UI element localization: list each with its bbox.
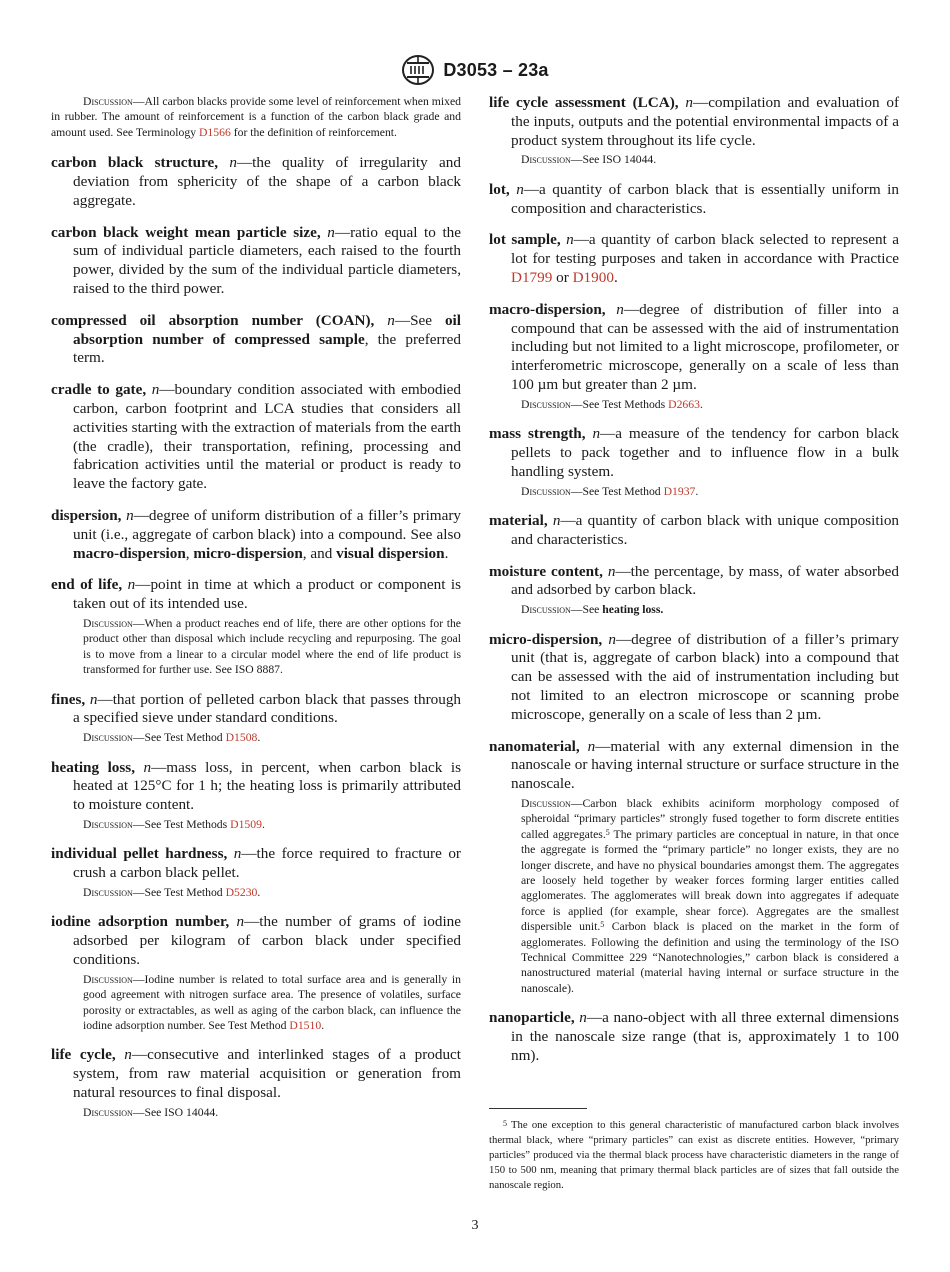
term: life cycle assessment (LCA), bbox=[489, 94, 679, 111]
footnote-marker: 5 bbox=[503, 1119, 507, 1128]
term-entry: individual pellet hardness, n—the force required to fracture or crush a carbon black pellet. Discussion—See Test Method D5230. bbox=[51, 845, 461, 899]
term: moisture content, bbox=[489, 562, 603, 580]
term: carbon black weight mean particle size, bbox=[51, 223, 321, 241]
ref-link[interactable]: D1937 bbox=[663, 484, 696, 498]
ref-link[interactable]: D1566 bbox=[198, 125, 231, 139]
term: dispersion, bbox=[51, 506, 122, 524]
discussion-note: Discussion—See ISO 14044. bbox=[521, 153, 657, 167]
ref-link[interactable]: D5230 bbox=[225, 885, 258, 899]
term: micro-dispersion, bbox=[489, 630, 603, 648]
discussion-note: Discussion—See heating loss. bbox=[521, 603, 664, 617]
discussion-note: Discussion—See Test Method D1508. bbox=[83, 731, 261, 745]
term: material, bbox=[489, 511, 548, 529]
term: lot sample, bbox=[489, 231, 561, 249]
term-entry: mass strength, n—a measure of the tendency for carbon black pellets to pack together and to influence flow in a bulk handling system. Discussion—See Test Method D1937. bbox=[489, 425, 900, 498]
astm-logo-icon bbox=[401, 54, 435, 86]
discussion-note: Discussion—See Test Method D1937. bbox=[521, 484, 699, 498]
discussion-note: Discussion—When a product reaches end of life, there are other options for the product other than disposal which include recycling and repurposing. The goal is to move from a linear to a circular model where the end of life product is transformed for further use. See ISO 8887. bbox=[83, 616, 461, 677]
term-entry: life cycle, n—consecutive and interlinked stages of a product system, from raw material acquisition or generation from natural resources to final disposal. Discussion—See ISO 14044. bbox=[51, 1046, 462, 1119]
ref-link[interactable]: D1900 bbox=[572, 268, 614, 286]
term-entry: carbon black weight mean particle size, n—ratio equal to the sum of individual particle diameters, each raised to the fourth power, divided by the sum of the individual particle diameters, raised to the third power. bbox=[51, 223, 461, 297]
term: heating loss, bbox=[51, 758, 136, 776]
footnote: $^5$ The one exception to this general characteristic of manufactured carbon black involves thermal black, where “primary particles” can exist as discrete entities. However, “primary particles” produced via the thermal black process have characteristic diameters in the range of 150 to 500 nm, meaning that primary thermal black particles are of sizes that fall outside the nanoscale region. bbox=[489, 1119, 899, 1191]
term-entry: micro-dispersion, n—degree of distribution of a filler’s primary unit (that is, aggregate of carbon black) into a compound that can be assessed with the aid of instrumentation including but not limited to an electron microscope or scanning probe microscope, generally on a scale of less than 2 µm. bbox=[489, 630, 899, 723]
term-entry: life cycle assessment (LCA), n—compilation and evaluation of the inputs, outputs and the potential environmental impacts of a product system throughout its life cycle. Discussion—See ISO 14044. bbox=[489, 94, 900, 167]
term-entry: nanomaterial, n—material with any external dimension in the nanoscale or having internal structure or surface structure in the nanoscale. Discussion—Carbon black exhibits aciniform morphology composed of spheroidal “primary particles” strongly fused together to form discrete entities called aggregates.$^5$ The primary particles are conceptual in nature, in that once the aggregate is formed the “primary particle” no longer exists, they are no longer discrete, and have no physical boundaries amongst them. The aggregates are loosely held together by weaker forces forming larger entities called agglomerates. The agglomerates will break down into aggregates if adequate force is applied (for example, shear force). Aggregates are the smallest dispersible unit.$^5$ Carbon black is placed on the market in the form of agglomerates. Following the definition and using the terminology of the ISO Technical Committee 229 “Nanotechnologies,” carbon black is considered a nanostructured material (material having internal or surface structure in the nanoscale). bbox=[489, 737, 899, 995]
discussion-note: Discussion—See Test Methods D2663. bbox=[521, 397, 703, 411]
term-entry: heating loss, n—mass loss, in percent, when carbon black is heated at 125°C for 1 h; the heating loss is primarily attributed to moisture content. Discussion—See Test Methods D1509. bbox=[51, 758, 461, 831]
page-number: 3 bbox=[471, 1218, 479, 1233]
term-entry: end of life, n—point in time at which a product or component is taken out of its intended use. Discussion—When a product reaches end of life, there are other options for the product other than disposal which include recycling and repurposing. The goal is to move from a linear to a circular model where the end of life product is transformed for further use. See ISO 8887. bbox=[51, 576, 461, 677]
term: iodine adsorption number, bbox=[51, 913, 230, 931]
term-entry: lot, n—a quantity of carbon black that is essentially uniform in composition and characteristics. bbox=[489, 180, 899, 217]
term: nanoparticle, bbox=[489, 1009, 575, 1027]
term: end of life, bbox=[51, 576, 123, 594]
term: life cycle, bbox=[51, 1046, 116, 1064]
term: carbon black structure, bbox=[51, 154, 219, 172]
ref-link[interactable]: D1799 bbox=[511, 268, 553, 286]
term: cradle to gate, bbox=[51, 381, 147, 399]
ref-link[interactable]: D2663 bbox=[668, 397, 700, 411]
document-id: D3053 – 23a bbox=[443, 59, 549, 80]
ref-link[interactable]: D1508 bbox=[225, 731, 258, 745]
left-column bbox=[51, 94, 461, 1133]
page-header bbox=[0, 53, 950, 87]
ref-link[interactable]: D1509 bbox=[230, 817, 262, 831]
term-entry: macro-dispersion, n—degree of distribution of filler into a compound that can be assessed with the aid of instrumentation including but not limited to a light microscope, profilometer, or interferometric microscope, generally on a scale of less than 100 µm but greater than 2 µm. Discussion—See Test Methods D2663. bbox=[489, 300, 900, 411]
term: compressed oil absorption number (COAN), bbox=[51, 311, 375, 329]
discussion-note: Discussion—All carbon blacks provide some level of reinforcement when mixed in rubber. The amount of reinforcement is a function of the carbon black grade and amount used. See Terminology D1566 for the definition of reinforcement. bbox=[51, 95, 461, 139]
term-entry: iodine adsorption number, n—the number of grams of iodine adsorbed per kilogram of carbon black under specified conditions. Discussion—Iodine number is related to total surface area and is generally in good agreement with nitrogen surface area. The presence of volatiles, surface porosity or extractables, as well as aging of the carbon black, can influence the iodine adsorption number. See Test Method D1510. bbox=[51, 913, 462, 1032]
discussion-note: Discussion—See Test Methods D1509. bbox=[83, 817, 265, 831]
footnote-marker: 5 bbox=[605, 827, 610, 837]
term-entry: dispersion, n—degree of uniform distribution of a filler’s primary unit (i.e., aggregate of carbon black) into a compound. See also macro-dispersion, micro-dispersion, and visual dispersion. bbox=[51, 506, 461, 562]
term-entry: carbon black structure, n—the quality of irregularity and deviation from sphericity of the shape of a carbon black aggregate. bbox=[51, 154, 461, 209]
discussion-note: Discussion—See Test Method D5230. bbox=[83, 885, 261, 899]
discussion-note: Discussion—See ISO 14044. bbox=[83, 1105, 219, 1119]
footnote-divider bbox=[489, 1108, 587, 1109]
discussion-note: Discussion—Iodine number is related to total surface area and is generally in good agreement with nitrogen surface area. The presence of volatiles, surface porosity or extractables, as well as aging of the carbon black, can influence the iodine adsorption number. See Test Method D1510. bbox=[83, 972, 461, 1032]
footnote-marker: 5 bbox=[600, 920, 605, 930]
term: individual pellet hardness, bbox=[51, 845, 228, 863]
term: mass strength, bbox=[489, 425, 586, 443]
term: lot, bbox=[489, 180, 510, 198]
term-entry: fines, n—that portion of pelleted carbon black that passes through a specified sieve under standard conditions. Discussion—See Test Method D1508. bbox=[51, 690, 462, 745]
term-entry: lot sample, n—a quantity of carbon black selected to represent a lot for testing purposes and taken in accordance with Practice D1799 or D1900. bbox=[489, 231, 900, 286]
term: nanomaterial, bbox=[489, 737, 580, 755]
right-column bbox=[489, 94, 899, 1079]
term-entry: material, n—a quantity of carbon black with unique composition and characteristics. bbox=[489, 511, 900, 548]
term: macro-dispersion, bbox=[489, 300, 606, 318]
term-entry: compressed oil absorption number (COAN), n—See oil absorption number of compressed sample, the preferred term. bbox=[51, 311, 461, 367]
discussion-note: Discussion—Carbon black exhibits aciniform morphology composed of spheroidal “primary particles” strongly fused together to form discrete entities called aggregates.$^5$ The primary particles are conceptual in nature, in that once the aggregate is formed the “primary particle” no longer exists, they are no longer discrete, and have no physical boundaries amongst them. The aggregates are loosely held together by weaker forces forming larger entities called agglomerates. The agglomerates will break down into aggregates if adequate force is applied (for example, shear force). Aggregates are the smallest dispersible unit.$^5$ Carbon black is placed on the market in the form of agglomerates. Following the definition and using the terminology of the ISO Technical Committee 229 “Nanotechnologies,” carbon black is considered a nanostructured material (material having internal or surface structure in the nanoscale). bbox=[521, 796, 899, 995]
ref-link[interactable]: D1510 bbox=[289, 1018, 322, 1032]
term-entry: moisture content, n—the percentage, by mass, of water absorbed and adsorbed by carbon black. Discussion—See heating loss. bbox=[489, 562, 900, 617]
term: fines, bbox=[51, 690, 86, 708]
term-entry: cradle to gate, n—boundary condition associated with embodied carbon, carbon footprint and LCA studies that considers all activities starting with the extraction of materials from the earth (the cradle), their transportation, refining, processing and fabrication activities until the material or product is ready to leave the factory gate. bbox=[51, 381, 461, 493]
discussion-label: Discussion bbox=[83, 95, 133, 108]
term-entry: nanoparticle, n—a nano-object with all three external dimensions in the nanoscale size range (that is, approximately 1 to 100 nm). bbox=[489, 1009, 900, 1064]
